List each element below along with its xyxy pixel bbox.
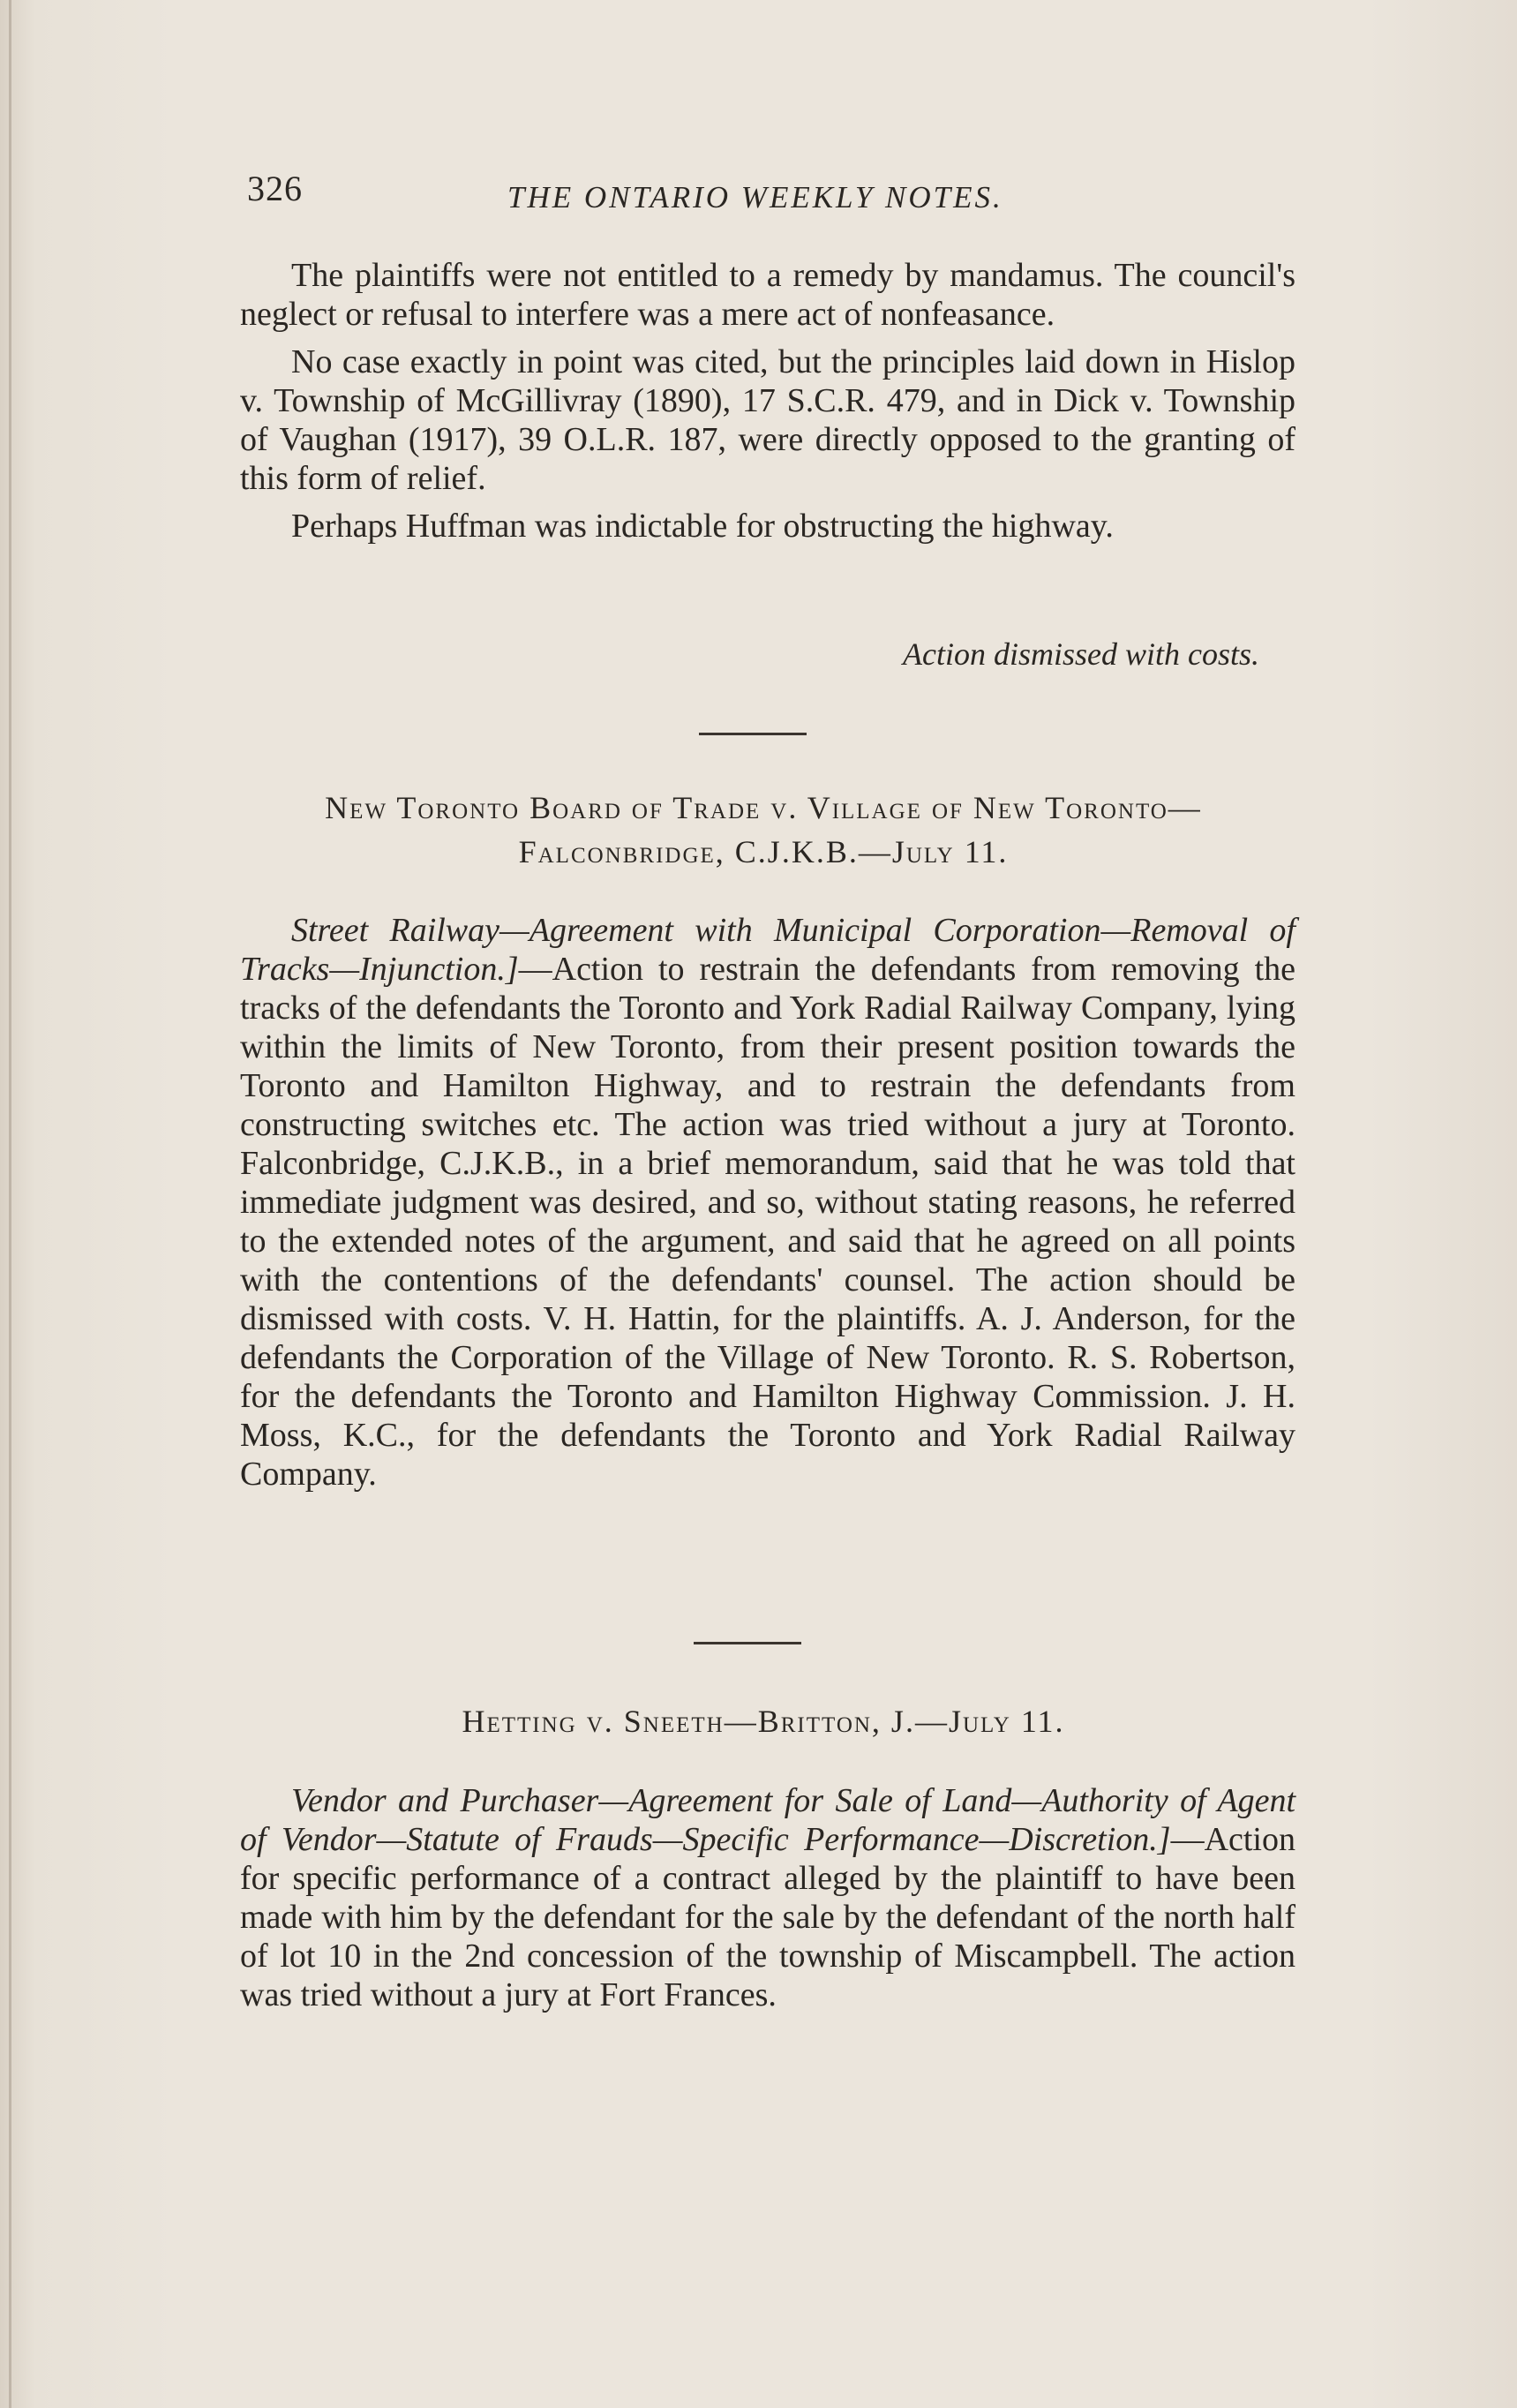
section-divider (699, 733, 807, 735)
section-divider (694, 1642, 801, 1644)
page-edge (9, 0, 11, 2408)
paragraph: Perhaps Huffman was indictable for obstructing the highway. (291, 508, 1114, 545)
case2-caption-line2: Falconbridge, C.J.K.B.—July 11. (518, 834, 1009, 869)
case2-paragraph (240, 911, 1295, 1494)
case3-body: —Action for specific performance of a contract alleged by the plaintiff to have been made with him by the defendant for the sale by the defendant of the north half of lot 10 in the 2nd concession of the township of Miscampbell. The action was tried without a jury at Fort Frances. (240, 1821, 1295, 2013)
running-title: THE ONTARIO WEEKLY NOTES. (507, 180, 1003, 214)
page-number: 326 (247, 169, 303, 208)
case2-headnote: Street Railway—Agreement with Municipal Corporation—Removal of Tracks—Injunction.] (240, 912, 1295, 988)
paragraph: No case exactly in point was cited, but the principles laid down in Hislop v. Township of McGillivray (1890), 17 S.C.R. 479, and in Dick v. Township of Vaughan (1917), 39 O.L.R. 187, were directly opposed to the granting of this form of relief. (240, 343, 1295, 497)
case2-caption (221, 786, 1306, 874)
case3-headnote: Vendor and Purchaser—Agreement for Sale of Land—Authority of Agent of Vendor—Statute of Frauds—Specific Performance—Discretion.] (240, 1782, 1295, 1858)
paragraph: The plaintiffs were not entitled to a remedy by mandamus. The council's neglect or refusal to interfere was a mere act of nonfeasance. (240, 257, 1295, 333)
case2-report (240, 911, 1295, 1502)
case3-caption (221, 1699, 1306, 1743)
disposition: Action dismissed with costs. (903, 636, 1259, 672)
case3-report (240, 1781, 1295, 2023)
case3-caption-line: Hetting v. Sneeth—Britton, J.—July 11. (462, 1704, 1065, 1739)
case2-caption-line1: New Toronto Board of Trade v. Village of New Toronto— (325, 790, 1202, 825)
case1-conclusion (240, 256, 1295, 554)
case3-paragraph (240, 1781, 1295, 2014)
page-header (0, 168, 1517, 230)
case2-body: —Action to restrain the defendants from removing the tracks of the defendants the Toronto and York Radial Railway Company, lying within the limits of New Toronto, from their present position towards the Toronto and Hamilton Highway, and to restrain the defendants from constructing switches etc. The action was tried without a jury at Toronto. Falconbridge, C.J.K.B., in a brief memorandum, said that he was told that immediate judgment was desired, and so, without stating reasons, he referred to the extended notes of the argument, and said that he agreed on all points with the contentions of the defendants' counsel. The action should be dismissed with costs. V. H. Hattin, for the plaintiffs. A. J. Anderson, for the defendants the Corporation of the Village of New Toronto. R. S. Robertson, for the defendants the Toronto and Hamilton Highway Commission. J. H. Moss, K.C., for the defendants the Toronto and York Radial Railway Company. (240, 951, 1295, 1493)
